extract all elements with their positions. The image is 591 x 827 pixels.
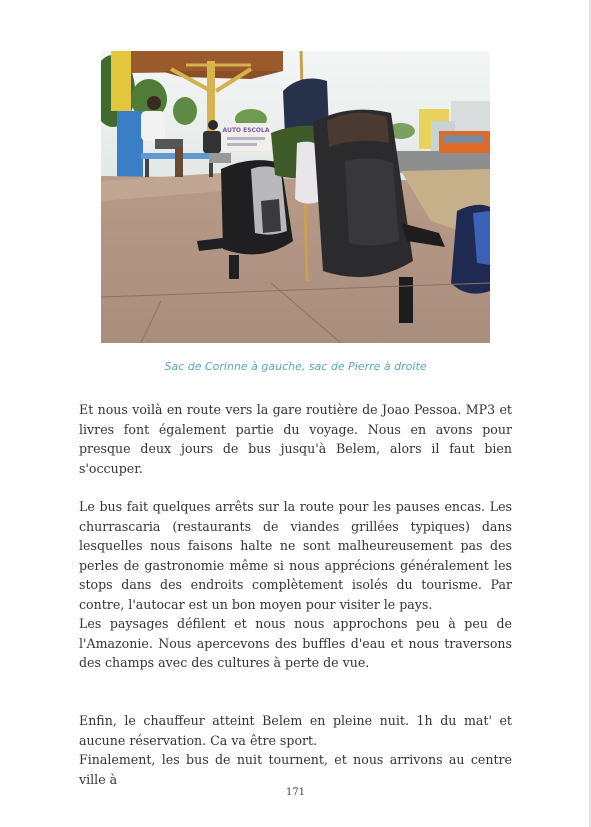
backpacks-photo — [101, 51, 490, 343]
sign-text: AUTO ESCOLA — [222, 127, 270, 134]
paragraph-5: Finalement, les bus de nuit tournent, et nous arrivons au centre ville à — [79, 752, 512, 787]
paragraph-1: Et nous voilà en route vers la gare routière de Joao Pessoa. MP3 et livres font également partie du voyage. Nous en avons pour presque deux jours de bus jusqu'à Belem, alors il faut bien s'occuper. — [79, 402, 512, 476]
photo-caption: Sac de Corinne à gauche, sac de Pierre à droite — [164, 360, 427, 373]
paragraph-4: Enfin, le chauffeur atteint Belem en pleine nuit. 1h du mat' et aucune réservation. Ca va être sport. — [79, 713, 512, 748]
paragraph-2: Le bus fait quelques arrêts sur la route pour les pauses encas. Les churrascaria (restaurants de viandes grillées typiques) dans lesquelles nous faisons halte ne sont malheureusement pas des perles de gastronomie même si nous apprécions généralement les stops dans des endroits complètement isolés du tourisme. Par contre, l'autocar est un bon moyen pour visiter le pays. — [79, 499, 512, 612]
page-number: 171 — [285, 787, 306, 798]
paragraph-3: Les paysages défilent et nous nous approchons peu à peu de l'Amazonie. Nous apercevons des buffles d'eau et nous traversons des champs avec des cultures à perte de vue. — [79, 616, 512, 671]
